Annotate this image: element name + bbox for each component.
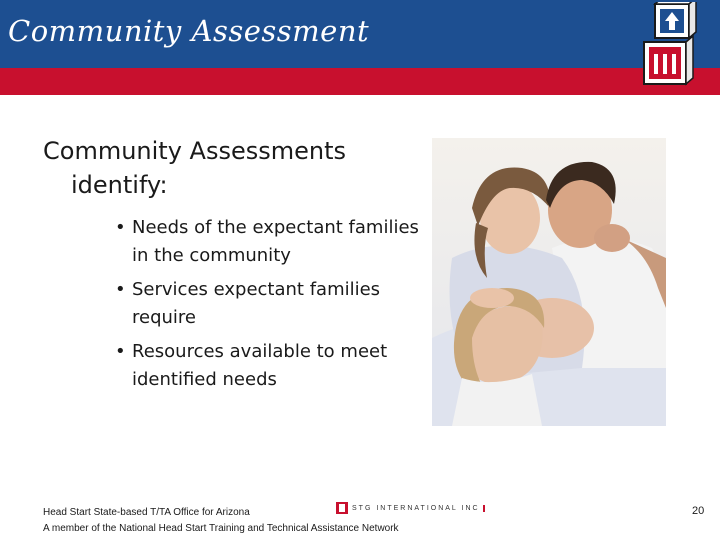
bullet-text: Needs of the expectant families in the community <box>132 217 419 266</box>
company-logo-text: STG INTERNATIONAL INC <box>352 505 485 512</box>
footer-line-2: A member of the National Head Start Training and Technical Assistance Network <box>43 523 399 534</box>
toy-blocks-logo-icon <box>638 2 698 88</box>
list-item <box>115 338 425 394</box>
bullet-text: Resources available to meet identified needs <box>132 341 388 390</box>
page-title: Community Assessment <box>8 14 370 48</box>
stg-logo-icon <box>336 502 348 514</box>
lead-line-1: Community Assessments <box>43 137 346 165</box>
footer-line-1: Head Start State-based T/TA Office for Arizona <box>43 507 250 518</box>
family-photo <box>432 138 666 426</box>
bullet-icon: • <box>115 341 126 362</box>
page-number: 20 <box>692 505 705 517</box>
lead-text <box>43 134 433 202</box>
list-item <box>115 276 425 332</box>
bullet-icon: • <box>115 279 126 300</box>
bullet-text: Services expectant families require <box>132 279 381 328</box>
header-stripe <box>0 68 720 95</box>
bullet-list <box>115 214 425 400</box>
company-logo <box>336 501 485 515</box>
list-item <box>115 214 425 270</box>
bullet-icon: • <box>115 217 126 238</box>
lead-line-2: identify: <box>71 171 168 199</box>
